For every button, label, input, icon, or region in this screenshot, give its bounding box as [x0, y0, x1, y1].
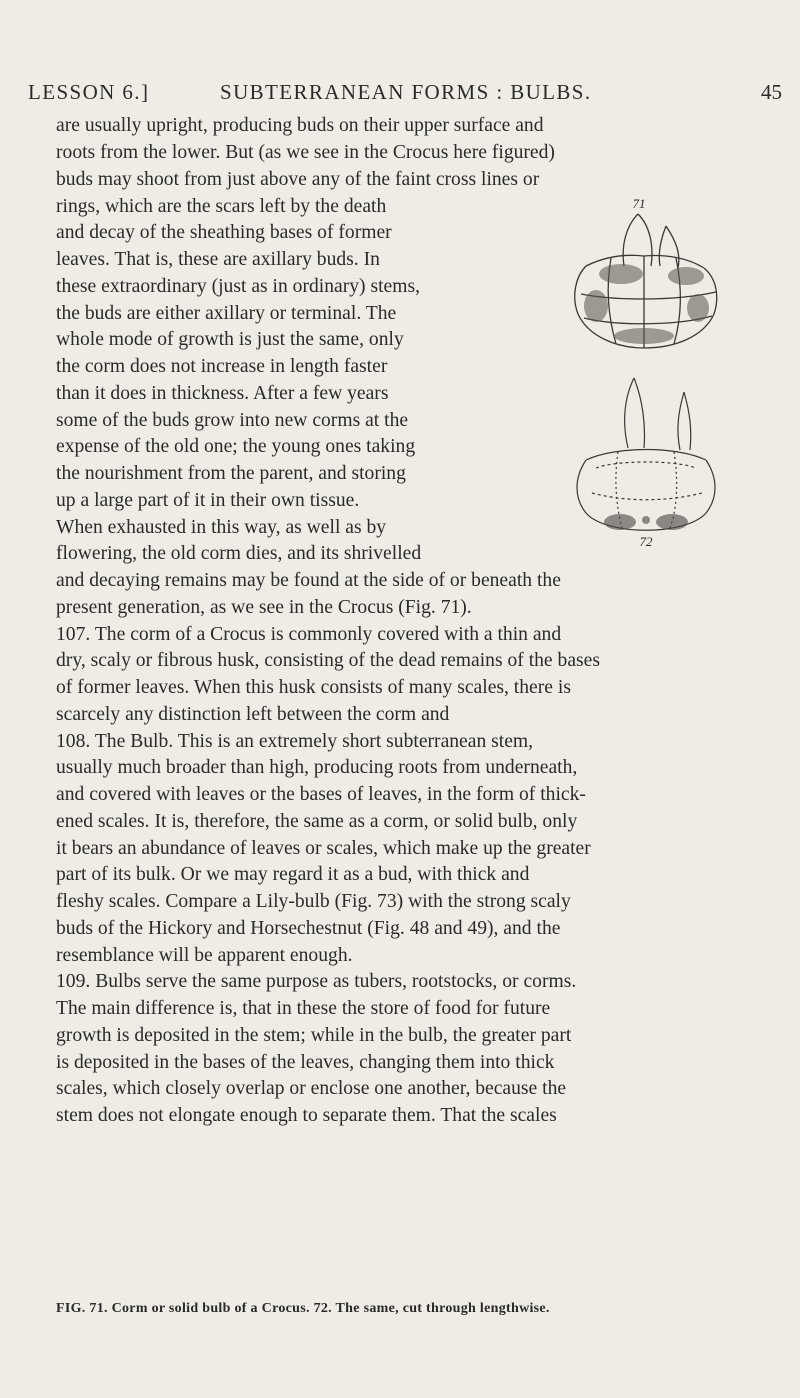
figure-71-corm	[526, 196, 756, 364]
text-line: these extraordinary (just as in ordinary) stems,	[56, 276, 421, 297]
text-line: usually much broader than high, producing roots from underneath,	[56, 757, 578, 778]
text-line: rings, which are the scars left by the death	[56, 196, 387, 217]
text-line: expense of the old one; the young ones taking	[56, 436, 416, 457]
text-line: up a large part of it in their own tissue.	[56, 490, 360, 511]
text-line: whole mode of growth is just the same, only	[56, 329, 404, 350]
text-line: than it does in thickness. After a few years	[56, 383, 389, 404]
text-line: fleshy scales. Compare a Lily-bulb (Fig. 73) with the strong scaly	[56, 891, 571, 912]
text-line: 108. The Bulb. This is an extremely short subterranean stem,	[56, 731, 534, 752]
figure-71-label: 71	[632, 196, 646, 211]
figure-72-label: 72	[639, 534, 653, 549]
text-line: growth is deposited in the stem; while in the bulb, the greater part	[56, 1025, 572, 1046]
text-line: it bears an abundance of leaves or scales, which make up the greater	[56, 838, 591, 859]
page-number: 45	[761, 80, 782, 104]
text-line: dry, scaly or fibrous husk, consisting of the dead remains of the bases	[56, 650, 600, 671]
text-line: buds of the Hickory and Horsechestnut (Fig. 48 and 49), and the	[56, 918, 561, 939]
text-line: is deposited in the bases of the leaves, changing them into thick	[56, 1052, 555, 1073]
text-line: ened scales. It is, therefore, the same as a corm, or solid bulb, only	[56, 811, 578, 832]
text-line: roots from the lower. But (as we see in the Crocus here figured)	[56, 142, 555, 163]
running-header	[28, 80, 782, 110]
text-line: The main difference is, that in these the store of food for future	[56, 998, 551, 1019]
text-line: the nourishment from the parent, and storing	[56, 463, 406, 484]
text-line: and decaying remains may be found at the side of or beneath the	[56, 570, 561, 591]
text-line: When exhausted in this way, as well as by	[56, 517, 387, 538]
text-line: stem does not elongate enough to separate them. That the scales	[56, 1105, 557, 1126]
text-line: and decay of the sheathing bases of former	[56, 222, 392, 243]
text-line: scarcely any distinction left between the corm and	[56, 704, 450, 725]
text-line: flowering, the old corm dies, and its shrivelled	[56, 543, 422, 564]
corm-section-illustration	[556, 368, 736, 550]
lesson-label: LESSON 6.]	[28, 80, 150, 104]
text-line: the buds are either axillary or terminal. The	[56, 303, 397, 324]
text-line: the corm does not increase in length faster	[56, 356, 388, 377]
text-line: of former leaves. When this husk consists of many scales, there is	[56, 677, 571, 698]
text-line: buds may shoot from just above any of the faint cross lines or	[56, 169, 540, 190]
text-line: part of its bulk. Or we may regard it as a bud, with thick and	[56, 864, 530, 885]
text-line: resemblance will be apparent enough.	[56, 945, 353, 966]
text-line: some of the buds grow into new corms at the	[56, 410, 409, 431]
text-line: are usually upright, producing buds on their upper surface and	[56, 115, 544, 136]
corm-illustration	[526, 196, 756, 364]
text-line: 109. Bulbs serve the same purpose as tubers, rootstocks, or corms.	[56, 971, 577, 992]
text-line: leaves. That is, these are axillary buds. In	[56, 249, 380, 270]
text-line: scales, which closely overlap or enclose one another, because the	[56, 1078, 567, 1099]
text-line: 107. The corm of a Crocus is commonly covered with a thin and	[56, 624, 562, 645]
figure-caption: FIG. 71. Corm or solid bulb of a Crocus. 72. The same, cut through lengthwise.	[56, 1301, 550, 1316]
text-line: present generation, as we see in the Crocus (Fig. 71).	[56, 597, 472, 618]
text-line: and covered with leaves or the bases of leaves, in the form of thick-	[56, 784, 586, 805]
section-title: SUBTERRANEAN FORMS : BULBS.	[220, 80, 592, 104]
figure-72-corm-section	[556, 368, 736, 550]
